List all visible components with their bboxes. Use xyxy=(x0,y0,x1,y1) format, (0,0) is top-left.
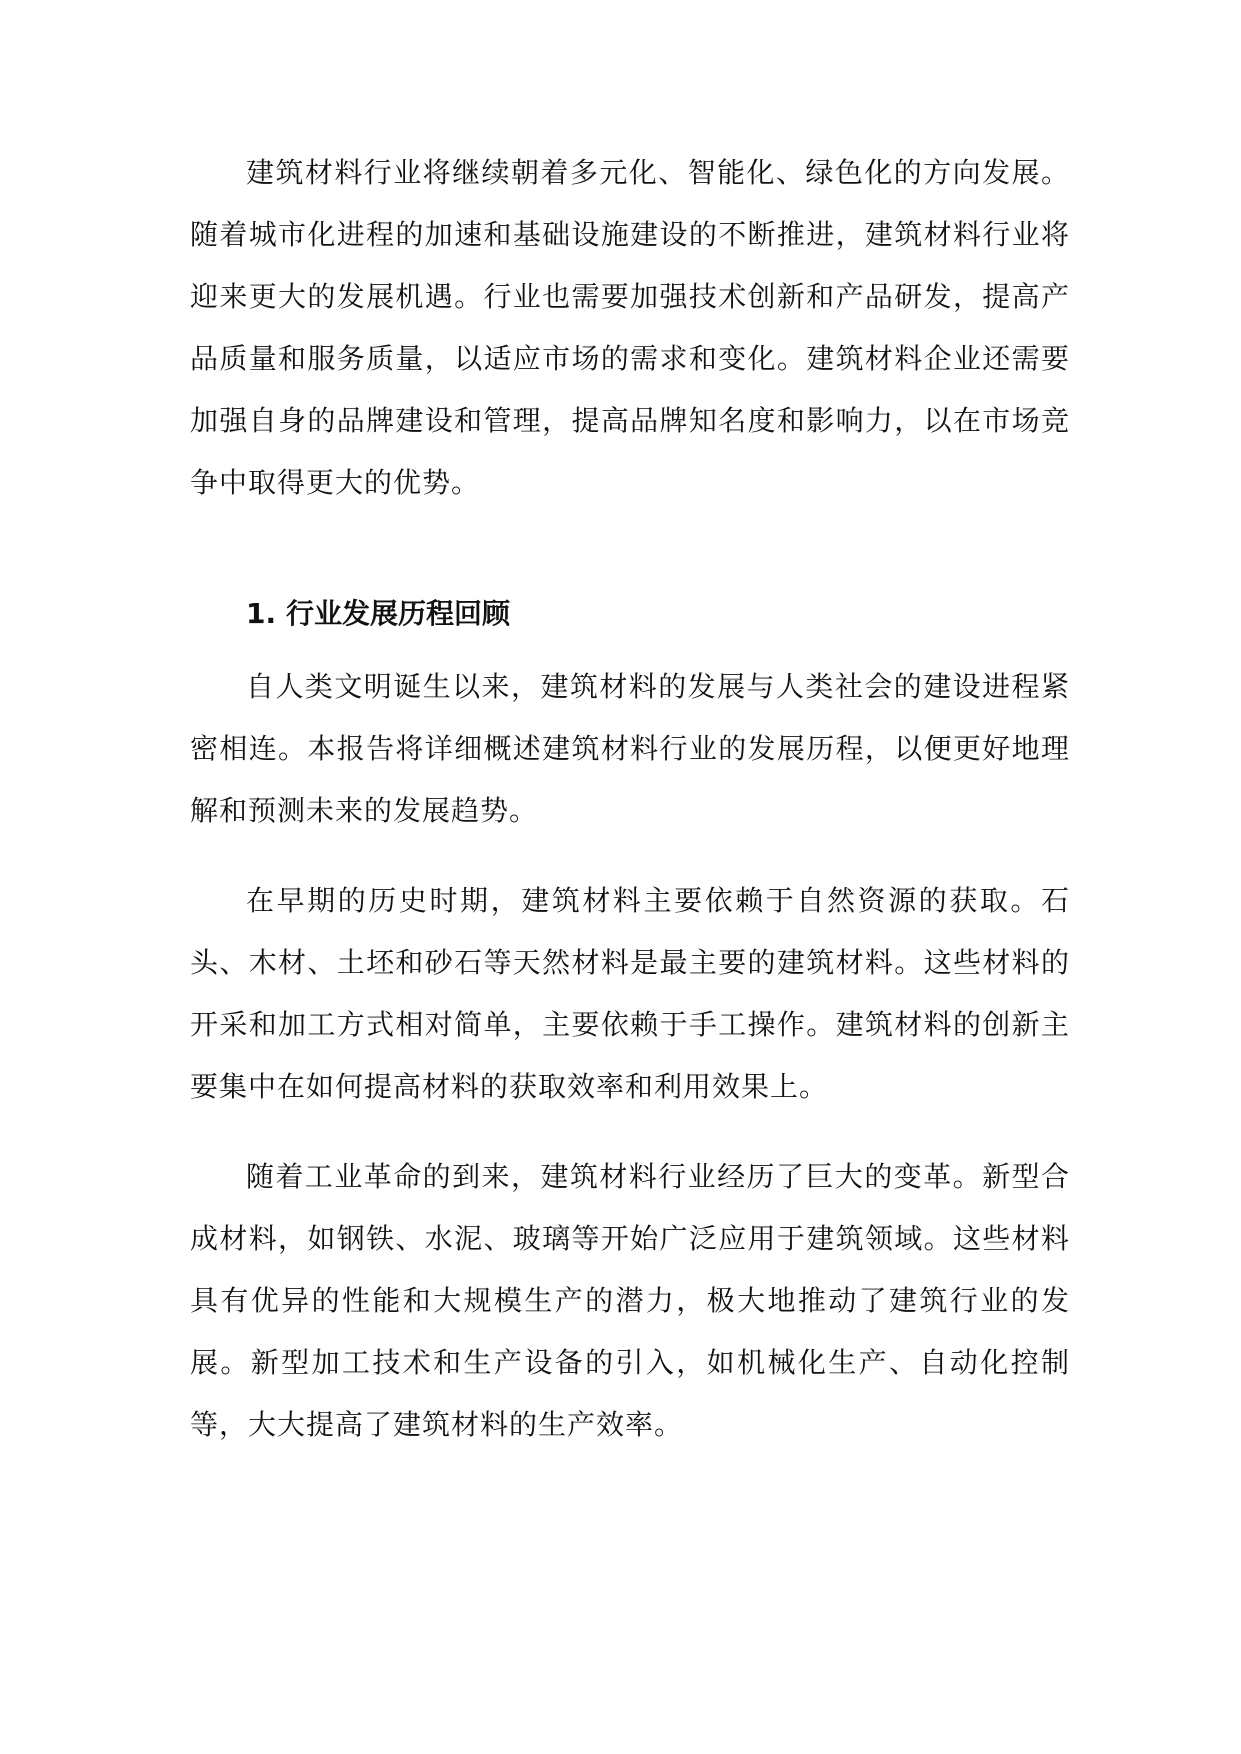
body-paragraph: 自人类文明诞生以来，建筑材料的发展与人类社会的建设进程紧密相连。本报告将详细概述建筑材料行业的发展历程，以便更好地理解和预测未来的发展趋势。 xyxy=(190,670,1070,827)
document-content xyxy=(190,142,1070,1484)
body-paragraph: 在早期的历史时期，建筑材料主要依赖于自然资源的获取。石头、木材、土坯和砂石等天然材料是最主要的建筑材料。这些材料的开采和加工方式相对简单，主要依赖于手工操作。建筑材料的创新主要集中在如何提高材料的获取效率和利用效果上。 xyxy=(190,884,1070,1103)
section-number: 1. xyxy=(246,597,277,630)
section-heading xyxy=(190,592,1070,636)
intro-paragraph: 建筑材料行业将继续朝着多元化、智能化、绿色化的方向发展。随着城市化进程的加速和基础设施建设的不断推进，建筑材料行业将迎来更大的发展机遇。行业也需要加强技术创新和产品研发，提高产品质量和服务质量，以适应市场的需求和变化。建筑材料企业还需要加强自身的品牌建设和管理，提高品牌知名度和影响力，以在市场竞争中取得更大的优势。 xyxy=(190,156,1070,499)
body-paragraph: 随着工业革命的到来，建筑材料行业经历了巨大的变革。新型合成材料，如钢铁、水泥、玻璃等开始广泛应用于建筑领域。这些材料具有优异的性能和大规模生产的潜力，极大地推动了建筑行业的发展。新型加工技术和生产设备的引入，如机械化生产、自动化控制等，大大提高了建筑材料的生产效率。 xyxy=(190,1160,1070,1441)
section-title: 行业发展历程回顾 xyxy=(286,597,511,630)
